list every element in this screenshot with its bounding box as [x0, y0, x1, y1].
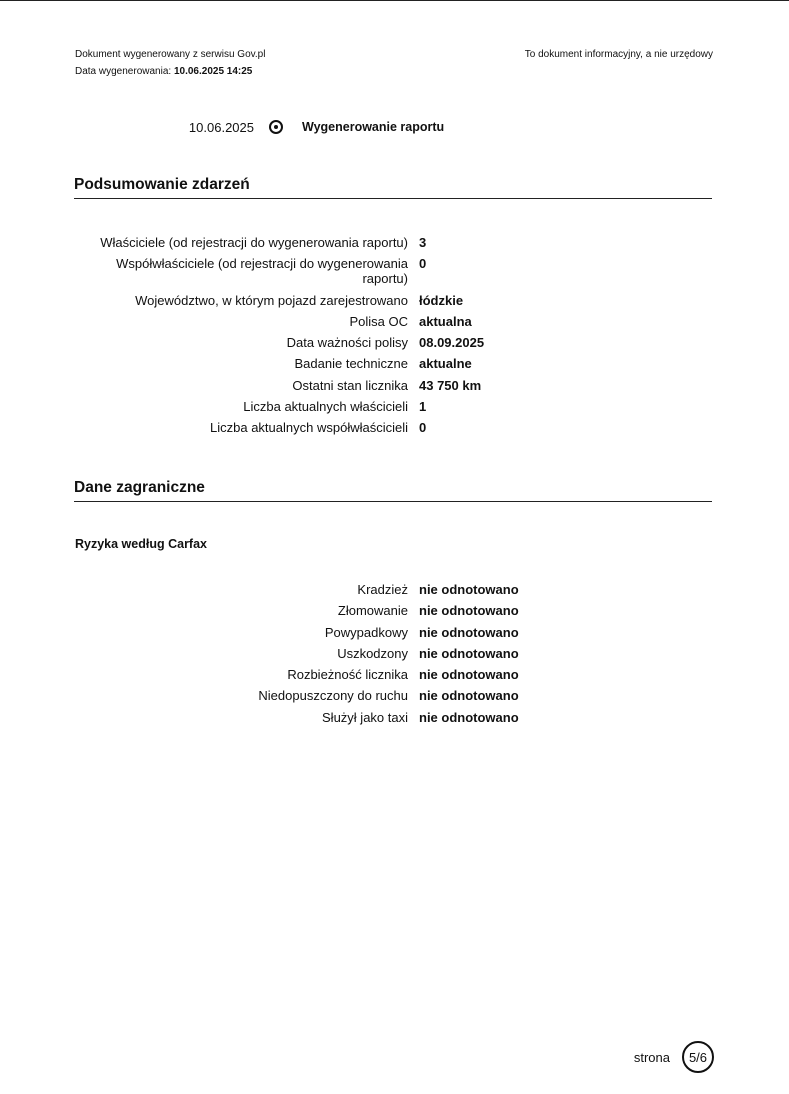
kv-value: nie odnotowano	[419, 624, 519, 640]
kv-row	[0, 335, 789, 350]
timeline-date: 10.06.2025	[188, 120, 254, 135]
carfax-subtitle: Ryzyka według Carfax	[75, 537, 207, 551]
disclaimer-text: To dokument informacyjny, a nie urzędowy	[524, 49, 713, 60]
generated-date-label: Data wygenerowania:	[75, 66, 172, 77]
kv-value: 1	[419, 399, 427, 415]
kv-row	[0, 399, 789, 414]
kv-row	[0, 235, 789, 250]
kv-value: nie odnotowano	[419, 645, 519, 661]
page-footer	[634, 1041, 714, 1073]
kv-label: Liczba aktualnych właścicieli	[243, 399, 408, 415]
kv-label: Właściciele (od rejestracji do wygenerowania raportu)	[100, 235, 408, 250]
kv-row	[0, 256, 789, 286]
kv-row	[0, 688, 789, 703]
kv-label: Złomowanie	[337, 603, 408, 619]
kv-label: Współwłaściciele (od rejestracji do wygenerowania raportu)	[116, 256, 408, 287]
kv-row	[0, 293, 789, 308]
kv-row	[0, 314, 789, 329]
carfax-risk-list	[0, 582, 789, 731]
kv-label: Służył jako taxi	[322, 709, 408, 725]
kv-label: Kradzież	[357, 582, 408, 597]
source-text: Dokument wygenerowany z serwisu Gov.pl	[75, 49, 266, 60]
kv-row	[0, 625, 789, 640]
timeline-event: Wygenerowanie raportu	[302, 120, 445, 134]
document-source-info	[75, 46, 265, 80]
kv-label: Liczba aktualnych współwłaścicieli	[210, 420, 408, 436]
foreign-section-title: Dane zagraniczne	[74, 479, 712, 502]
kv-label: Polisa OC	[349, 313, 408, 329]
kv-label: Uszkodzony	[337, 645, 408, 661]
kv-label: Powypadkowy	[324, 624, 408, 640]
summary-list	[0, 235, 789, 442]
kv-value: nie odnotowano	[419, 667, 519, 683]
kv-value: nie odnotowano	[419, 709, 519, 725]
kv-value: 0	[419, 256, 427, 272]
kv-label: Data ważności polisy	[286, 335, 408, 351]
kv-label: Ostatni stan licznika	[292, 377, 408, 393]
kv-value: nie odnotowano	[419, 688, 519, 704]
generated-date-value: 10.06.2025 14:25	[173, 66, 253, 77]
generated-date-line	[75, 63, 265, 80]
top-border	[0, 0, 789, 1]
kv-value: 0	[419, 420, 427, 436]
timeline-dot-icon	[269, 120, 283, 134]
page-number-badge: 5/6	[682, 1041, 714, 1073]
kv-value: łódzkie	[419, 292, 464, 308]
kv-value: aktualna	[419, 313, 472, 329]
kv-row	[0, 646, 789, 661]
kv-row	[0, 356, 789, 371]
kv-value: nie odnotowano	[419, 603, 519, 619]
kv-value: 3	[419, 235, 427, 250]
kv-row	[0, 420, 789, 435]
kv-value: aktualne	[419, 356, 472, 372]
kv-row	[0, 603, 789, 618]
kv-row	[0, 582, 789, 597]
page-label: strona	[633, 1049, 670, 1065]
kv-label: Województwo, w którym pojazd zarejestrowano	[135, 292, 408, 308]
kv-row	[0, 378, 789, 393]
summary-section-title: Podsumowanie zdarzeń	[74, 176, 712, 199]
kv-value: 43 750 km	[419, 377, 482, 393]
kv-row	[0, 667, 789, 682]
kv-value: nie odnotowano	[419, 582, 519, 597]
kv-label: Niedopuszczony do ruchu	[258, 688, 408, 704]
kv-value: 08.09.2025	[419, 335, 485, 351]
timeline-entry	[0, 118, 789, 140]
kv-label: Rozbieżność licznika	[287, 667, 408, 683]
kv-row	[0, 710, 789, 725]
kv-label: Badanie techniczne	[294, 356, 408, 372]
